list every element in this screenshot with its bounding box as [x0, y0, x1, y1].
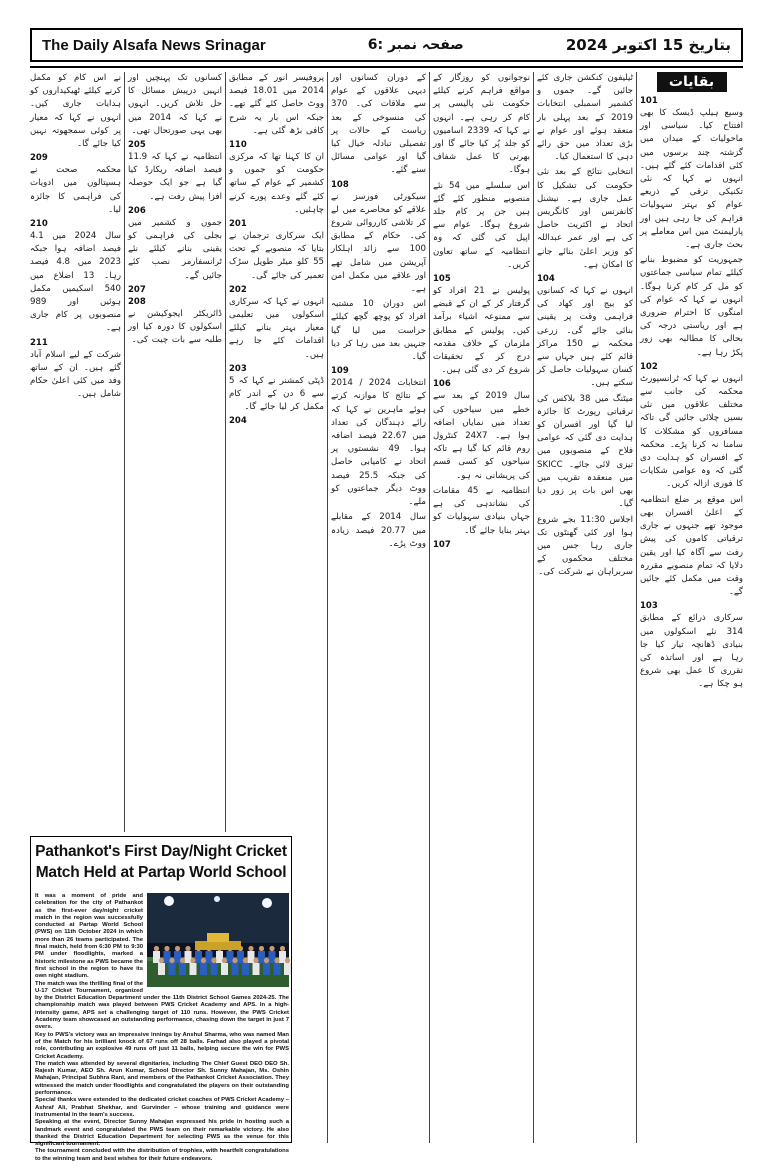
article-paragraph: محکمہ صحت نے ہسپتالوں میں ادویات کی فراہمی کا جائزہ لیا۔	[30, 165, 121, 215]
article-paragraph: ڈپٹی کمشنر نے کہا کہ 5 سے 6 دن کے اندر کام مکمل کر لیا جائے گا۔	[229, 375, 324, 413]
continuation-number: 102	[640, 361, 658, 372]
article-paragraph: انہوں نے کہا کہ سرکاری اسکولوں میں تعلیمی معیار بہتر بنانے کیلئے اقدامات کئے جا رہے ہیں۔	[229, 296, 324, 360]
continuation-number: 101	[640, 96, 658, 106]
article-paragraph: نے اس کام کو مکمل کرنے کیلئے ٹھیکیداروں کو ہدایات جاری کیں۔ انہوں نے کہا کہ معیار پر کوئی سمجھوتہ نہیں کیا جائے گا۔	[30, 73, 121, 150]
article-paragraph: انتظامیہ نے 45 مقامات کی نشاندہی کی ہے جہاں بنیادی سہولیات کو بہتر بنایا جائے گا۔	[433, 485, 530, 536]
column-7	[30, 72, 121, 832]
continuation-number: 204	[229, 416, 247, 427]
continuation-number: 103	[640, 601, 658, 612]
article-paragraph: Special thanks were extended to the dedicated cricket coaches of PWS Cricket Academy – Ashraf Ali, Prabhat Shekhar, and Gurvinder – whose training and guidance were instrumental in the team's success.	[35, 1097, 289, 1118]
article-paragraph: میٹنگ میں 38 بلاکس کی ترقیاتی رپورٹ کا جائزہ لیا گیا اور افسران کو ہدایت دی گئی کہ عوامی فلاح کے منصوبوں میں تیزی لائی جائے۔ SKICC میں منعقدہ تقریب میں بھی اس بات پر زور دیا گیا۔	[537, 393, 633, 510]
continuation-number: 211	[30, 337, 48, 348]
column-6	[128, 72, 222, 832]
article-paragraph: The match was attended by several dignitaries, including The Chief Guest DEO DEO Sh. Rajesh Kumar, AEO Sh. Arun Kumar, School Director Sh. Sunny Mahajan, Ms. Oshin Mahajan, Principal Subhra Rani, and members of the Pathankot Cricket Association. They witnessed the match under floodlights and congratulated the players on their outstanding performance.	[35, 1060, 289, 1097]
article-headline: Pathankot's First Day/Night Cricket Match Held at Partap World School	[35, 843, 287, 881]
column-4	[331, 72, 426, 1143]
article-paragraph: انتظامیہ نے کہا کہ 11.9 فیصد اضافہ ریکارڈ کیا گیا ہے جو ایک حوصلہ افزا پیش رفت ہے۔	[128, 152, 222, 202]
continuation-number: 108	[331, 179, 349, 190]
header-rule	[30, 66, 743, 68]
article-paragraph: اس سلسلے میں 54 نئے منصوبے منظور کئے گئے ہیں جن پر کام جلد شروع ہوگا۔ عوام سے اپیل کی گئی کہ وہ انتظامیہ کے ساتھ تعاون کریں۔	[433, 180, 530, 270]
column-divider	[124, 72, 125, 832]
column-2	[537, 72, 633, 1143]
continuation-number: 210	[30, 219, 48, 230]
article-paragraph: سیکورٹی فورسز نے علاقے کو محاصرے میں لے کر تلاشی کارروائی شروع کی۔ حکام کے مطابق 100 سے زائد اہلکار آپریشن میں شامل تھے اور علاقے میں مکمل امن ہے۔	[331, 191, 426, 295]
article-paragraph: Speaking at the event, Director Sunny Mahajan expressed his pride in hosting such a landmark event and congratulated the PWS team on their remarkable victory. He also thanked the District Education Department for selecting PWS as the venue for this significant tournament.	[35, 1119, 289, 1148]
continuation-number: 208	[128, 296, 146, 307]
article-paragraph: انہوں نے کہا کہ ٹرانسپورٹ محکمہ کی جانب سے مختلف علاقوں میں نئی بسیں چلائی جائیں گی تاکہ مسافروں کو مشکلات کا سامنا نہ کرنا پڑے۔ محکمہ کے افسران کو ہدایت دی گئی کہ وہ عوامی شکایات کا فوری ازالہ کریں۔	[640, 373, 743, 490]
issue-date: بتاریخ 15 اکتوبر 2024	[565, 36, 731, 54]
continuation-number: 209	[30, 153, 48, 164]
article-paragraph: ایک سرکاری ترجمان نے بتایا کہ منصوبے کے تحت 55 کلو میٹر طویل سڑک تعمیر کی جائے گی۔	[229, 231, 324, 281]
continuation-number: 207	[128, 284, 146, 295]
continuation-number: 104	[537, 274, 555, 285]
article-paragraph: سال 2014 کے مقابلے میں 20.77 فیصد زیادہ ووٹ پڑے۔	[331, 512, 426, 549]
article-paragraph: نوجوانوں کو روزگار کے مواقع فراہم کرنے کیلئے حکومت نئی پالیسی پر کام کر رہی ہے۔ انہوں نے کہا کہ 2339 اسامیوں کو جلد پُر کیا جائے گا اور بھرتی کا عمل شفاف ہوگا۔	[433, 73, 530, 176]
column-divider	[533, 72, 534, 1143]
article-paragraph: اجلاس 11:30 بجے شروع ہوا اور کئی گھنٹوں تک جاری رہا جس میں مختلف محکموں کے سربراہان نے شرکت کی۔	[537, 514, 633, 578]
column-3	[433, 72, 530, 1143]
article-paragraph: The tournament concluded with the distribution of trophies, with heartfelt congratulations to the winning team and best wishes for their future endeavors.	[35, 1148, 289, 1162]
continuation-number: 203	[229, 363, 247, 374]
continuation-number: 109	[331, 366, 349, 377]
masthead	[30, 28, 743, 62]
article-paragraph: Key to PWS's victory was an impressive innings by Anshul Sharma, who was named Man of the Match for his brilliant knock of 67 runs off 28 balls. Farhad also played a pivotal role, contributing an explosive 49 runs off just 11 balls, helping secure the win for PWS Cricket Academy.	[35, 1031, 289, 1060]
continuation-number: 105	[433, 274, 451, 285]
article-paragraph: The match was the thrilling final of the U-17 Cricket Tournament, organized by the District Education Department under the 11th District School Games 2024-25. The championship match was played between PWS Cricket Academy and APS. In a high-intensity game, APS set a challenging target of 110 runs. However, the PWS Cricket Academy team showcased an outstanding performance, chasing down the target in just 7 overs.	[35, 980, 289, 1031]
column-1	[640, 72, 743, 1143]
newspaper-page	[30, 28, 743, 1162]
cricket-article	[30, 836, 292, 1162]
article-paragraph: کے دوران کسانوں اور دیہی علاقوں کے عوام سے ملاقات کی۔ 370 کی منسوخی کے بعد ریاست کے حالات پر تفصیلی تبادلہ خیال کیا گیا اور عوامی مسائل سنے گئے۔	[331, 73, 426, 176]
article-paragraph: سال 2024 میں 4.1 فیصد اضافہ ہوا جبکہ 2023 میں 4.8 فیصد رہا۔ 13 اضلاع میں 540 اسکیمیں مکمل ہوئیں اور 989 منصوبوں پر کام جاری ہے۔	[30, 231, 122, 334]
column-divider	[225, 72, 226, 832]
column-divider	[429, 72, 430, 1143]
continuation-number: 201	[229, 219, 247, 230]
article-body	[35, 893, 289, 1162]
continuation-number: 206	[128, 205, 146, 216]
column-divider	[327, 72, 328, 1143]
cricket-team-photo	[147, 893, 289, 987]
article-paragraph: پروفیسر انور کے مطابق 2014 میں 18.01 فیصد ووٹ حاصل کئے گئے تھے۔ جبکہ اس بار یہ شرح کافی بڑھ گئی ہے۔	[229, 73, 325, 136]
article-paragraph: شرکت کے لیے اسلام آباد گئے ہیں۔ ان کے ساتھ وفد میں کئی اعلیٰ حکام شامل ہیں۔	[30, 349, 121, 400]
article-paragraph: کسانوں تک پہنچیں اور انہیں درپیش مسائل کا حل تلاش کریں۔ انہوں نے کہا کہ 2014 میں بھی یہی صورتحال تھی۔	[128, 73, 222, 136]
article-paragraph: It was a moment of pride and celebration for the city of Pathankot as the first-ever day/night cricket match in the region was successfully conducted at Partap World School (PWS) on 11th October 2024 in which more than 26 teams participated. The final match, held from 6:30 PM to 9:30 PM under floodlights, marked a historic milestone as PWS became the first school in the region to have its own night stadium.	[35, 893, 143, 980]
section-label: بقایات	[657, 72, 727, 92]
continuation-number: 106	[433, 379, 451, 390]
article-paragraph: اس دوران 10 مشتبہ افراد کو پوچھ گچھ کیلئے حراست میں لیا گیا جنہیں بعد میں رہا کر دیا گیا۔	[331, 299, 426, 363]
article-paragraph: انہوں نے کہا کہ کسانوں کو بیج اور کھاد کی فراہمی وقت پر یقینی بنائی جائے گی۔ زرعی محکمہ نے 150 مراکز قائم کئے ہیں جہاں سے کسان سہولیات حاصل کر سکتے ہیں۔	[537, 286, 633, 389]
column-5	[229, 72, 324, 832]
newspaper-title: The Daily Alsafa News Srinagar	[42, 36, 266, 54]
article-paragraph: انتخابات 2024 / 2014 کے نتائج کا موازنہ کرتے ہوئے ماہرین نے کہا کہ رائے دہندگان کی تعداد میں 22.67 فیصد اضافہ ہوا۔ 49 نشستوں پر اتحاد نے کامیابی حاصل کی جبکہ 25.5 فیصد ووٹ دیگر جماعتوں کو ملے۔	[331, 378, 427, 508]
article-paragraph: انتخابی نتائج کے بعد نئی حکومت کی تشکیل کا عمل جاری ہے۔ نیشنل کانفرنس اور کانگریس اتحاد نے اکثریت حاصل کی ہے اور عمر عبداللہ کو وزیر اعلیٰ بنائے جانے کا امکان ہے۔	[537, 167, 633, 270]
article-paragraph: ڈائریکٹر ایجوکیشن نے اسکولوں کا دورہ کیا اور طلبہ سے بات چیت کی۔	[128, 308, 222, 346]
article-paragraph: ٹیلیفون کنکشن جاری کئے جائیں گے۔ جموں و کشمیر اسمبلی انتخابات 2019 کے بعد پہلی بار منعقد ہوئے اور عوام نے بڑی تعداد میں حق رائے دہی کا استعمال کیا۔	[537, 73, 633, 163]
article-paragraph: جموں و کشمیر میں بجلی کی فراہمی کو یقینی بنانے کیلئے نئے ٹرانسفارمر نصب کئے جائیں گے۔	[128, 217, 222, 281]
continuation-number: 205	[128, 140, 146, 151]
article-paragraph: پولیس نے 21 افراد کو گرفتار کر کے ان کے قبضے سے ممنوعہ اشیاء برآمد کیں۔ پولیس کے مطابق ملزمان کے خلاف مقدمہ درج کر کے تحقیقات شروع کر دی گئی ہیں۔	[433, 286, 530, 376]
article-paragraph: سال 2019 کے بعد سے خطے میں سیاحوں کی تعداد میں نمایاں اضافہ ہوا ہے۔ 24X7 کنٹرول روم قائم کیا گیا ہے تاکہ سیاحوں کو کسی قسم کی پریشانی نہ ہو۔	[433, 391, 531, 481]
article-paragraph: وسیع ہیلپ ڈیسک کا بھی افتتاح کیا۔ سیاسی اور ماحولیات کے میدان میں گزشتہ چند برسوں میں کئی اقدامات کئے گئے ہیں۔ انہوں نے کہا کہ نئی تکنیکی ترقی کے ذریعے عوام کو بہتر سہولیات فراہم کی جا رہی ہیں اور پارلیمنٹ میں اس معاملے پر بحث جاری ہے۔	[640, 108, 743, 251]
column-divider	[636, 72, 637, 1143]
article-paragraph: ان کا کہنا تھا کہ مرکزی حکومت کو جموں و کشمیر کے عوام کے ساتھ کئے گئے وعدے پورے کرنے چاہئیں۔	[229, 152, 324, 215]
continuation-number: 202	[229, 284, 247, 295]
article-paragraph: جمہوریت کو مضبوط بنانے کیلئے تمام سیاسی جماعتوں کو مل کر کام کرنا ہوگا۔ انہوں نے کہا کہ عوام کی امنگوں کا احترام ضروری ہے اور ریاستی درجہ کی بحالی کا مطالبہ بھی زور پکڑ رہا ہے۔	[640, 255, 743, 358]
continuation-number: 107	[433, 539, 451, 550]
article-paragraph: اس موقع پر ضلع انتظامیہ کے اعلیٰ افسران بھی موجود تھے جنہوں نے جاری ترقیاتی کاموں کی پیش رفت سے آگاہ کیا اور یقین دلایا کہ تمام منصوبے مقررہ وقت میں مکمل کئے جائیں گے۔	[640, 494, 743, 598]
article-paragraph: سرکاری ذرائع کے مطابق 314 نئے اسکولوں میں بنیادی ڈھانچہ تیار کیا جا رہا ہے اور اساتذہ کی تقرری کا عمل بھی شروع ہو چکا ہے۔	[640, 613, 743, 690]
page-number: صفحہ نمبر :6	[367, 37, 464, 53]
continuation-number: 110	[229, 140, 247, 151]
